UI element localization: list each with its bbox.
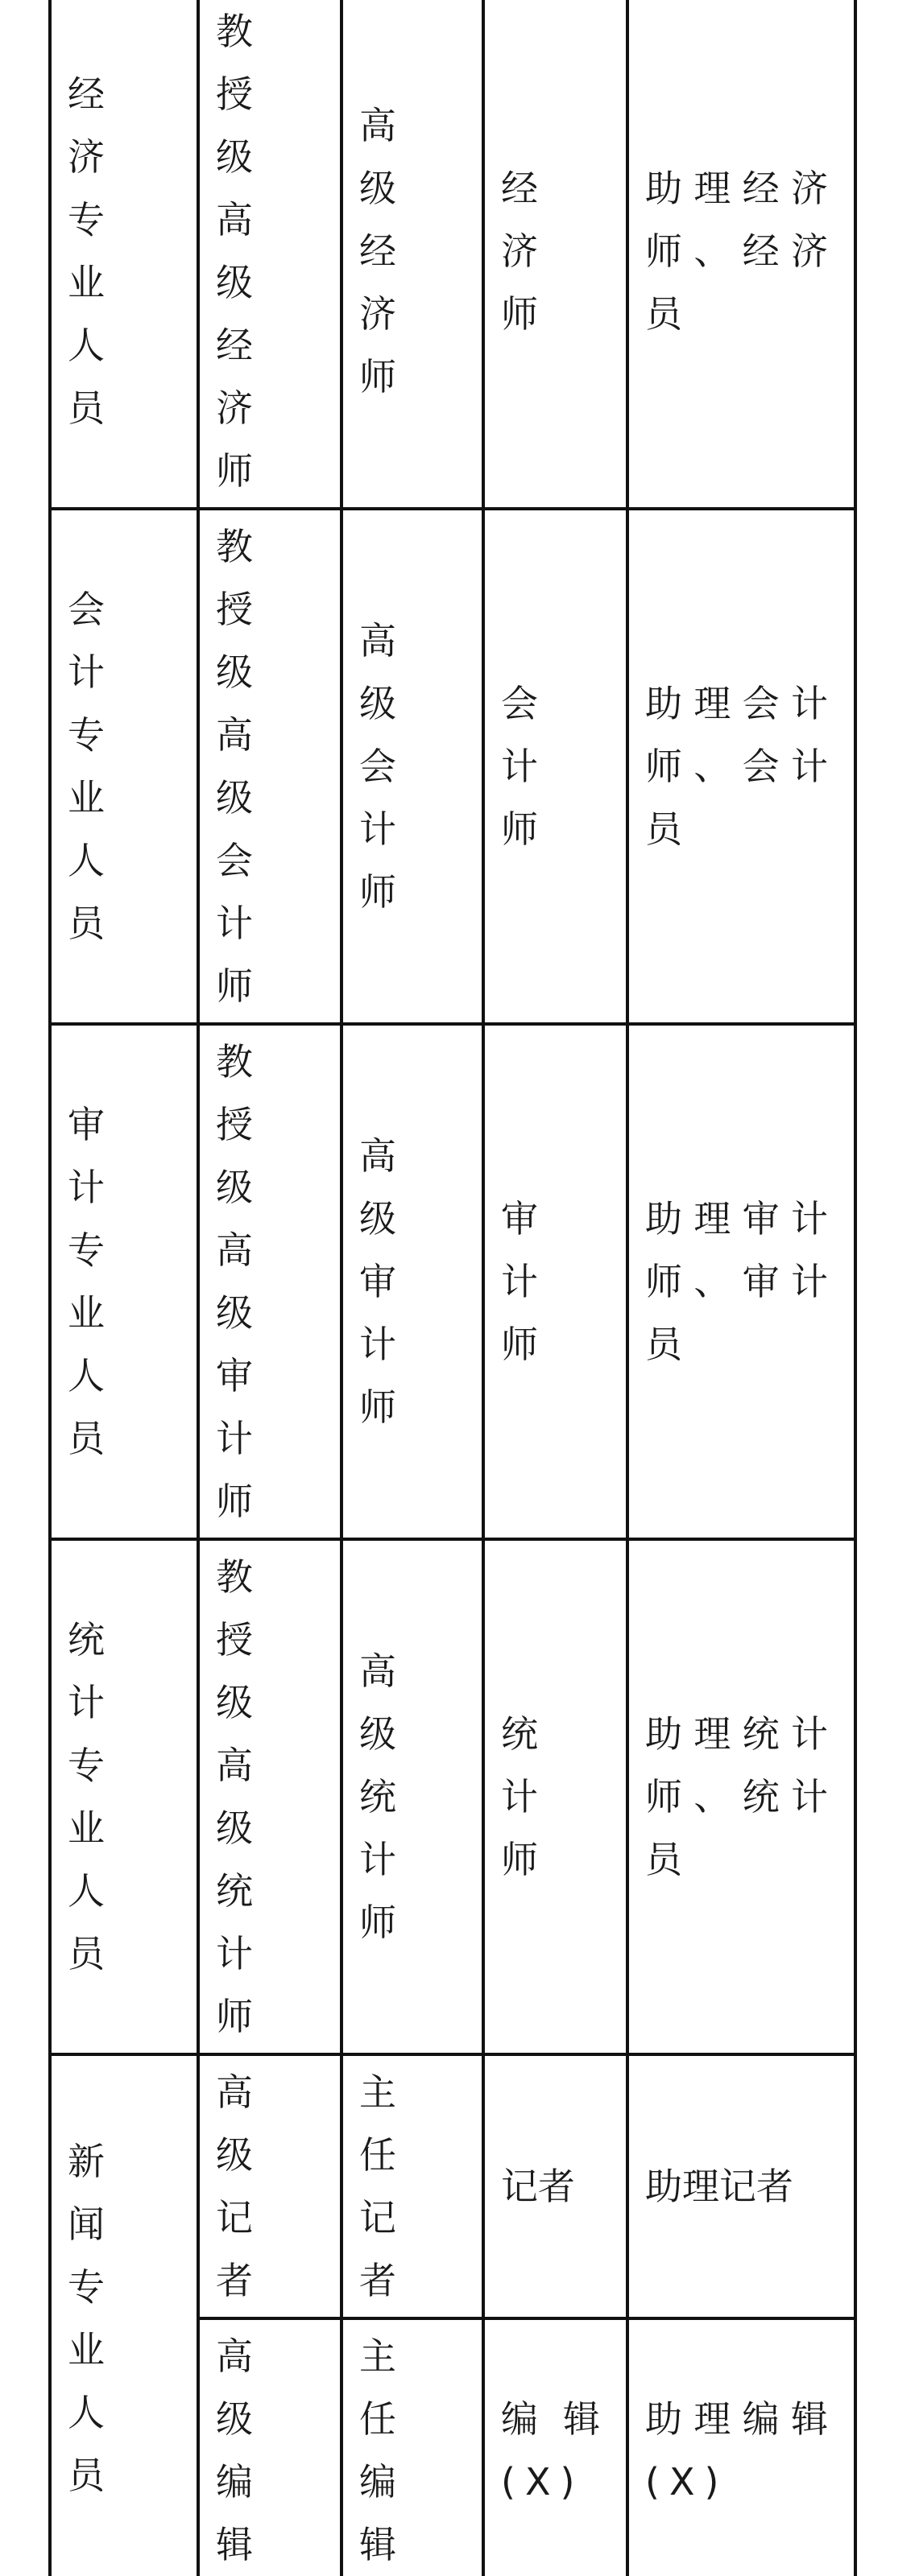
senior-cell: 高级经济师 bbox=[342, 0, 483, 509]
junior-cell: 助理统计师、统计员 bbox=[627, 1539, 855, 2054]
deputy-senior-cell: 主任编辑 bbox=[342, 2318, 483, 2576]
intermediate-cell: 记者 bbox=[483, 2054, 627, 2318]
category-cell: 会计专业人员 bbox=[50, 509, 198, 1024]
table-row bbox=[50, 2054, 855, 2318]
junior-cell: 助理编辑(X) bbox=[627, 2318, 855, 2576]
senior-cell: 高级审计师 bbox=[342, 1024, 483, 1539]
professor-level-cell: 教授级高级会计师 bbox=[198, 509, 342, 1024]
senior-cell: 高级统计师 bbox=[342, 1539, 483, 2054]
category-cell: 统计专业人员 bbox=[50, 1539, 198, 2054]
intermediate-cell: 会计师 bbox=[483, 509, 627, 1024]
professor-level-cell: 教授级高级审计师 bbox=[198, 1024, 342, 1539]
category-cell: 审计专业人员 bbox=[50, 1024, 198, 1539]
table-row bbox=[50, 0, 855, 509]
table-row bbox=[50, 509, 855, 1024]
professor-level-cell: 教授级高级经济师 bbox=[198, 0, 342, 509]
junior-cell: 助理审计师、审计员 bbox=[627, 1024, 855, 1539]
professor-level-cell: 教授级高级统计师 bbox=[198, 1539, 342, 2054]
junior-cell: 助理会计师、会计员 bbox=[627, 509, 855, 1024]
senior-cell: 高级编辑 bbox=[198, 2318, 342, 2576]
title-table-frame bbox=[48, 0, 857, 2576]
intermediate-cell: 经济师 bbox=[483, 0, 627, 509]
table-row bbox=[50, 1539, 855, 2054]
junior-cell: 助理记者 bbox=[627, 2054, 855, 2318]
junior-cell: 助理经济师、经济员 bbox=[627, 0, 855, 509]
category-cell: 经济专业人员 bbox=[50, 0, 198, 509]
professional-titles-table bbox=[48, 0, 857, 2576]
intermediate-cell: 编辑(X) bbox=[483, 2318, 627, 2576]
senior-cell: 高级记者 bbox=[198, 2054, 342, 2318]
category-cell: 新闻专业人员 bbox=[50, 2054, 198, 2576]
deputy-senior-cell: 主任记者 bbox=[342, 2054, 483, 2318]
intermediate-cell: 审计师 bbox=[483, 1024, 627, 1539]
senior-cell: 高级会计师 bbox=[342, 509, 483, 1024]
table-row bbox=[50, 1024, 855, 1539]
intermediate-cell: 统计师 bbox=[483, 1539, 627, 2054]
